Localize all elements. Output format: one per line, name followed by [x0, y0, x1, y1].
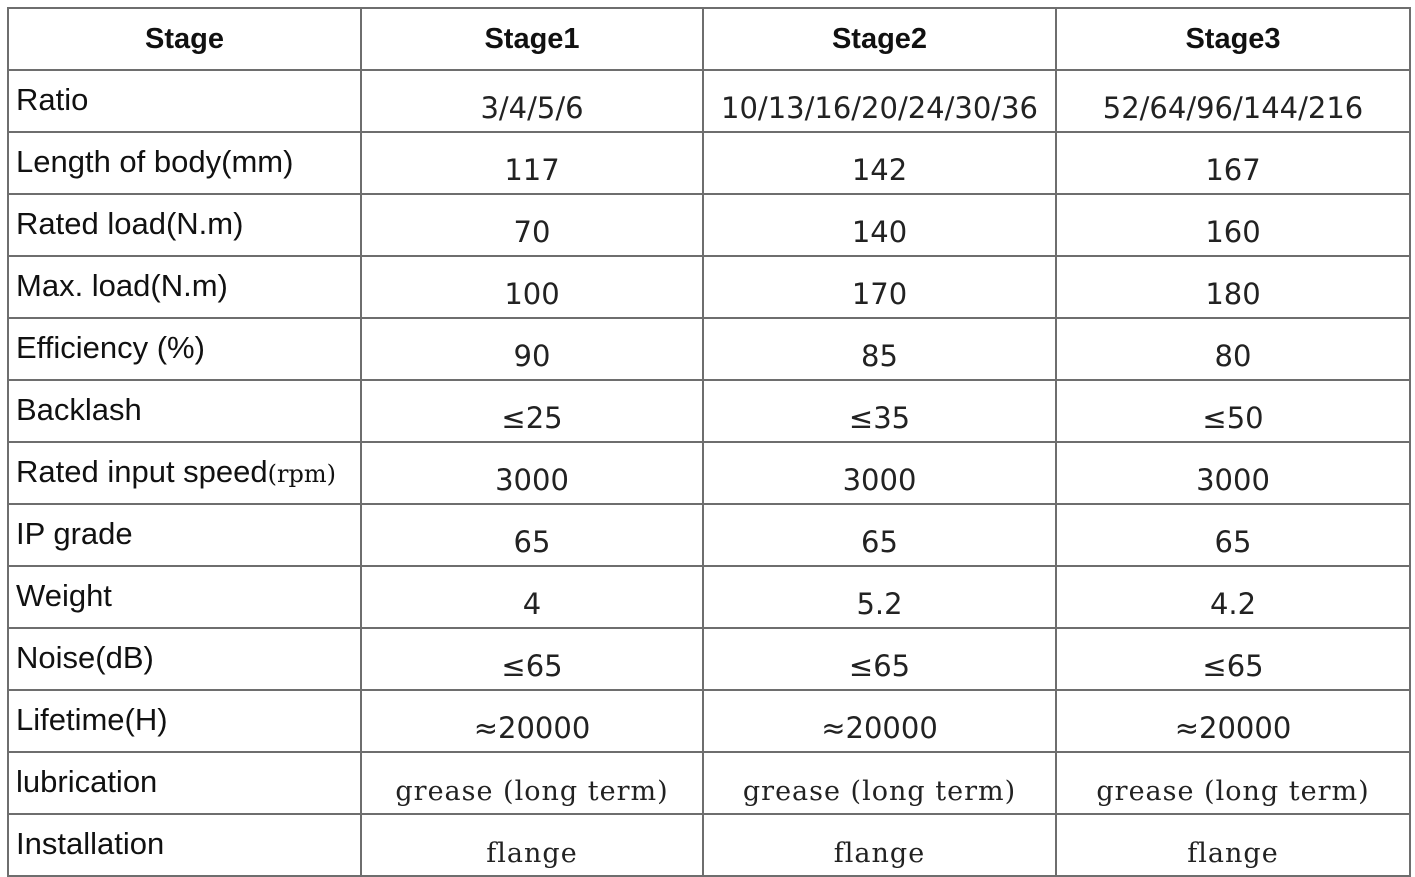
cell-value: ≤25 — [361, 380, 703, 442]
row-rated-input-speed — [8, 442, 1410, 504]
row-noise — [8, 628, 1410, 690]
cell-value: 4 — [361, 566, 703, 628]
row-label: lubrication — [8, 752, 361, 814]
row-label — [8, 442, 361, 504]
cell-value: 170 — [703, 256, 1056, 318]
cell-value: ≈20000 — [1056, 690, 1410, 752]
cell-value: 52/64/96/144/216 — [1056, 70, 1410, 132]
row-label: Lifetime(H) — [8, 690, 361, 752]
cell-value: 100 — [361, 256, 703, 318]
row-rated-load — [8, 194, 1410, 256]
row-installation — [8, 814, 1410, 876]
cell-value: ≈20000 — [703, 690, 1056, 752]
cell-value: 65 — [361, 504, 703, 566]
cell-value: ≤65 — [361, 628, 703, 690]
row-label-text: Rated input speed — [16, 454, 268, 489]
cell-value: 3000 — [1056, 442, 1410, 504]
cell-value: 3/4/5/6 — [361, 70, 703, 132]
row-label-unit: (rpm) — [267, 460, 336, 488]
row-label: Noise(dB) — [8, 628, 361, 690]
row-label: Max. load(N.m) — [8, 256, 361, 318]
cell-value: flange — [703, 814, 1056, 876]
row-ratio — [8, 70, 1410, 132]
row-label: Length of body(mm) — [8, 132, 361, 194]
cell-value: 80 — [1056, 318, 1410, 380]
cell-value: grease (long term) — [1056, 752, 1410, 814]
cell-value: 117 — [361, 132, 703, 194]
row-label: Ratio — [8, 70, 361, 132]
header-row — [8, 8, 1410, 70]
row-max-load — [8, 256, 1410, 318]
cell-value: ≤35 — [703, 380, 1056, 442]
cell-value: 160 — [1056, 194, 1410, 256]
header-stage1: Stage1 — [361, 8, 703, 70]
cell-value: 65 — [1056, 504, 1410, 566]
cell-value: 3000 — [703, 442, 1056, 504]
cell-value: ≤65 — [1056, 628, 1410, 690]
cell-value: ≈20000 — [361, 690, 703, 752]
cell-value: grease (long term) — [703, 752, 1056, 814]
row-label: Efficiency (%) — [8, 318, 361, 380]
cell-value: 5.2 — [703, 566, 1056, 628]
cell-value: flange — [1056, 814, 1410, 876]
cell-value: 167 — [1056, 132, 1410, 194]
row-label: Rated load(N.m) — [8, 194, 361, 256]
cell-value: 65 — [703, 504, 1056, 566]
cell-value: 140 — [703, 194, 1056, 256]
cell-value: 142 — [703, 132, 1056, 194]
row-efficiency — [8, 318, 1410, 380]
row-label: IP grade — [8, 504, 361, 566]
row-label: Installation — [8, 814, 361, 876]
header-stage: Stage — [8, 8, 361, 70]
cell-value: ≤50 — [1056, 380, 1410, 442]
cell-value: 70 — [361, 194, 703, 256]
row-weight — [8, 566, 1410, 628]
header-stage2: Stage2 — [703, 8, 1056, 70]
cell-value: ≤65 — [703, 628, 1056, 690]
cell-value: 3000 — [361, 442, 703, 504]
header-stage3: Stage3 — [1056, 8, 1410, 70]
cell-value: grease (long term) — [361, 752, 703, 814]
gearbox-spec-table — [7, 7, 1411, 877]
row-backlash — [8, 380, 1410, 442]
cell-value: 10/13/16/20/24/30/36 — [703, 70, 1056, 132]
row-label: Weight — [8, 566, 361, 628]
row-lubrication — [8, 752, 1410, 814]
row-lifetime — [8, 690, 1410, 752]
row-length — [8, 132, 1410, 194]
cell-value: 90 — [361, 318, 703, 380]
row-ip-grade — [8, 504, 1410, 566]
cell-value: 180 — [1056, 256, 1410, 318]
cell-value: 4.2 — [1056, 566, 1410, 628]
row-label: Backlash — [8, 380, 361, 442]
cell-value: flange — [361, 814, 703, 876]
cell-value: 85 — [703, 318, 1056, 380]
